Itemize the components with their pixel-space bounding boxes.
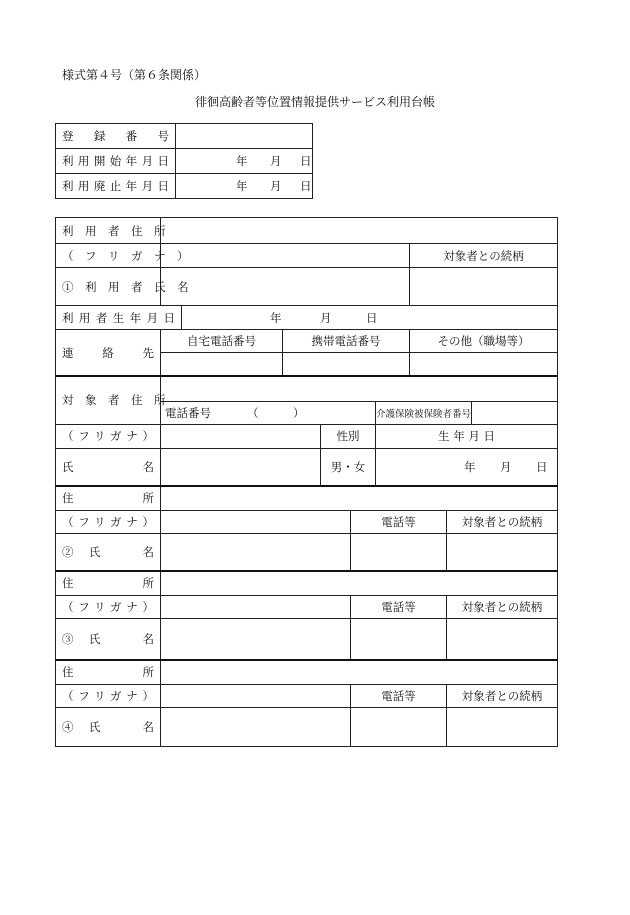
contact-relation-label: 対象者との続柄 [447, 510, 558, 533]
phone-label: 電話番号 [165, 405, 211, 420]
contact-furigana-label: （フリガナ） [56, 684, 161, 707]
phone-paren: （ ） [247, 405, 305, 420]
user-table [55, 217, 558, 377]
other-contact-label: その他（職場等） [410, 330, 558, 353]
contact-furigana-field[interactable] [161, 684, 351, 707]
user-address-label: 利 用 者 住 所 [56, 218, 161, 244]
contact-relation-field[interactable] [447, 533, 558, 571]
contact-phone-field[interactable] [351, 707, 447, 746]
user-name-field[interactable] [161, 268, 410, 306]
subject-phone-field[interactable] [161, 401, 376, 424]
month-label: 月 [320, 310, 332, 325]
contact-table-3 [55, 570, 558, 661]
contact-furigana-field[interactable] [161, 510, 351, 533]
contact-relation-label: 対象者との続柄 [447, 684, 558, 707]
year-label: 年 [464, 460, 476, 474]
registration-table [55, 123, 313, 199]
form-label: 様式第４号（第６条関係） [62, 68, 207, 82]
contact-relation-field[interactable] [447, 618, 558, 660]
subject-furigana-label: （フリガナ） [56, 424, 161, 448]
contact-name-label: ② 氏 名 [56, 533, 161, 571]
end-date-field[interactable] [176, 174, 313, 199]
month-label: 月 [270, 179, 282, 193]
contact-phone-label: 電話等 [351, 684, 447, 707]
mobile-phone-label: 携帯電話番号 [283, 330, 410, 353]
user-relation-field[interactable] [410, 268, 558, 306]
contact-table-2 [55, 485, 558, 572]
user-furigana-field[interactable] [161, 244, 410, 268]
user-birth-field[interactable] [182, 306, 558, 330]
contact-address-field[interactable] [161, 571, 558, 595]
mobile-phone-field[interactable] [283, 353, 410, 377]
user-birth-label: 利用者生年月日 [56, 306, 182, 330]
reg-number-field[interactable] [176, 124, 313, 149]
contact-table-4 [55, 659, 558, 747]
start-date-field[interactable] [176, 149, 313, 174]
other-contact-field[interactable] [410, 353, 558, 377]
day-label: 日 [300, 179, 312, 193]
contact-furigana-label: （フリガナ） [56, 595, 161, 618]
contact-phone-field[interactable] [351, 618, 447, 660]
month-label: 月 [500, 460, 512, 474]
subject-birth-label: 生 年 月 日 [376, 424, 558, 448]
contact-phone-field[interactable] [351, 533, 447, 571]
home-phone-field[interactable] [161, 353, 283, 377]
contact-address-field[interactable] [161, 660, 558, 684]
gender-label: 性別 [321, 424, 376, 448]
insurance-number-label: 介護保険被保険者番号 [376, 401, 472, 424]
year-label: 年 [236, 179, 248, 193]
subject-birth-field[interactable] [376, 448, 558, 486]
user-name-label: ① 利 用 者 氏 名 [56, 268, 161, 306]
contact-furigana-field[interactable] [161, 595, 351, 618]
contact-label: 連 絡 先 [56, 330, 161, 377]
contact-address-label: 住 所 [56, 660, 161, 684]
subject-furigana-field[interactable] [161, 424, 321, 448]
day-label: 日 [300, 154, 312, 168]
user-address-field[interactable] [161, 218, 558, 244]
year-label: 年 [270, 310, 282, 325]
contact-address-field[interactable] [161, 486, 558, 510]
subject-address-field[interactable] [161, 376, 558, 401]
contact-name-field[interactable] [161, 533, 351, 571]
contact-phone-label: 電話等 [351, 510, 447, 533]
gender-options[interactable]: 男・女 [321, 448, 376, 486]
month-label: 月 [270, 154, 282, 168]
start-date-label: 利用開始年月日 [56, 149, 176, 174]
contact-name-field[interactable] [161, 707, 351, 746]
subject-table [55, 375, 558, 487]
end-date-label: 利用廃止年月日 [56, 174, 176, 199]
contact-address-label: 住 所 [56, 486, 161, 510]
day-label: 日 [366, 310, 378, 325]
day-label: 日 [536, 460, 548, 474]
user-furigana-label: （ フ リ ガ ナ ） [56, 244, 161, 268]
subject-address-label: 対 象 者 住 所 [56, 376, 161, 424]
contact-phone-label: 電話等 [351, 595, 447, 618]
contact-name-label: ④ 氏 名 [56, 707, 161, 746]
page-title: 徘徊高齢者等位置情報提供サービス利用台帳 [194, 95, 435, 109]
contact-name-label: ③ 氏 名 [56, 618, 161, 660]
year-label: 年 [236, 154, 248, 168]
contact-furigana-label: （フリガナ） [56, 510, 161, 533]
contact-relation-field[interactable] [447, 707, 558, 746]
subject-name-label: 氏 名 [56, 448, 161, 486]
user-relation-label: 対象者との続柄 [410, 244, 558, 268]
contact-relation-label: 対象者との続柄 [447, 595, 558, 618]
reg-number-label: 登 録 番 号 [56, 124, 176, 149]
subject-name-field[interactable] [161, 448, 321, 486]
insurance-number-field[interactable] [472, 401, 558, 424]
home-phone-label: 自宅電話番号 [161, 330, 283, 353]
contact-name-field[interactable] [161, 618, 351, 660]
contact-address-label: 住 所 [56, 571, 161, 595]
